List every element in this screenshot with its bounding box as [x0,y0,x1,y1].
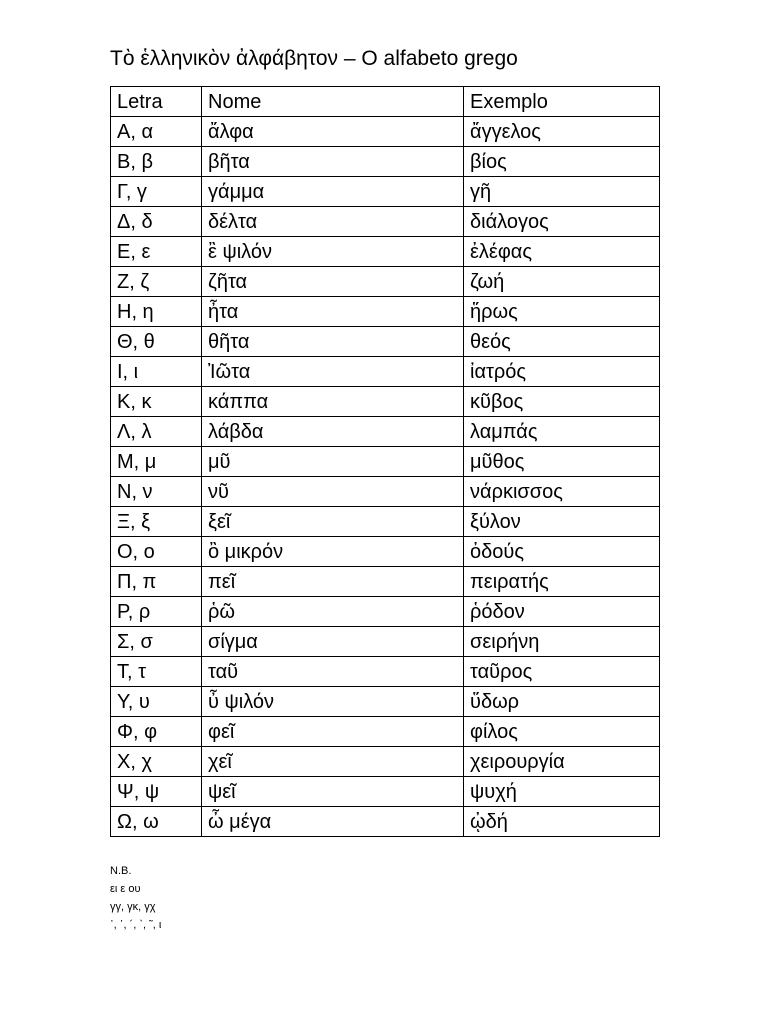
page-title: Τὸ ἑλληνικὸν ἀλφάβητον – O alfabeto grego [110,47,518,70]
example-cell: ψυχή [464,777,660,807]
table-row [111,387,660,417]
letter-cell: Π, π [111,567,202,597]
name-cell: ἄλφα [202,117,464,147]
example-cell: ὀδούς [464,537,660,567]
letter-cell: Θ, θ [111,327,202,357]
table-row [111,507,660,537]
table-row [111,177,660,207]
table-row [111,297,660,327]
note-line-gamma-combinations: γγ, γκ, γχ [110,901,156,913]
letter-cell: Ζ, ζ [111,267,202,297]
table-row [111,447,660,477]
example-cell: γῆ [464,177,660,207]
table-row [111,417,660,447]
example-cell: σειρήνη [464,627,660,657]
letter-cell: Ο, ο [111,537,202,567]
name-cell: βῆτα [202,147,464,177]
example-cell: βίος [464,147,660,177]
notes-section [110,862,161,934]
table-row [111,267,660,297]
table-row [111,477,660,507]
table-row [111,777,660,807]
example-cell: ἥρως [464,297,660,327]
letter-cell: Ξ, ξ [111,507,202,537]
letter-cell: Φ, φ [111,717,202,747]
letter-cell: Ρ, ρ [111,597,202,627]
table-row [111,747,660,777]
letter-cell: Ι, ι [111,357,202,387]
example-cell: μῦθος [464,447,660,477]
example-cell: ῥόδον [464,597,660,627]
name-cell: χεῖ [202,747,464,777]
example-cell: φίλος [464,717,660,747]
name-cell: δέλτα [202,207,464,237]
letter-cell: Δ, δ [111,207,202,237]
table-row [111,597,660,627]
example-cell: ἄγγελος [464,117,660,147]
example-cell: ταῦρος [464,657,660,687]
name-cell: πεῖ [202,567,464,597]
example-cell: νάρκισσος [464,477,660,507]
name-cell: μῦ [202,447,464,477]
letter-cell: Ω, ω [111,807,202,837]
table-row [111,117,660,147]
name-cell: κάππα [202,387,464,417]
name-cell: ζῆτα [202,267,464,297]
name-cell: ῥῶ [202,597,464,627]
name-cell: ἦτα [202,297,464,327]
table-row [111,807,660,837]
example-cell: θεός [464,327,660,357]
example-cell: χειρουργία [464,747,660,777]
letter-cell: Ψ, ψ [111,777,202,807]
example-cell: ᾠδή [464,807,660,837]
column-header-letra: Letra [111,87,202,117]
name-cell: ὖ ψιλόν [202,687,464,717]
table-row [111,537,660,567]
name-cell: γάμμα [202,177,464,207]
letter-cell: Η, η [111,297,202,327]
example-cell: διάλογος [464,207,660,237]
example-cell: πειρατής [464,567,660,597]
note-line-diacritics: ᾿, ῾, ´, `, ῀, ι [110,919,162,931]
name-cell: λάβδα [202,417,464,447]
table-row [111,567,660,597]
letter-cell: Β, β [111,147,202,177]
name-cell: φεῖ [202,717,464,747]
table-row [111,717,660,747]
name-cell: ξεῖ [202,507,464,537]
example-cell: ὕδωρ [464,687,660,717]
table-row [111,147,660,177]
table-row [111,657,660,687]
alphabet-table [110,86,660,837]
name-cell: θῆτα [202,327,464,357]
letter-cell: Λ, λ [111,417,202,447]
letter-cell: Ε, ε [111,237,202,267]
letter-cell: Μ, μ [111,447,202,477]
table-row [111,357,660,387]
example-cell: ἰατρός [464,357,660,387]
name-cell: ὂ μικρόν [202,537,464,567]
letter-cell: Α, α [111,117,202,147]
name-cell: ὦ μέγα [202,807,464,837]
example-cell: ἐλέφας [464,237,660,267]
letter-cell: Χ, χ [111,747,202,777]
letter-cell: Ν, ν [111,477,202,507]
name-cell: σίγμα [202,627,464,657]
name-cell: νῦ [202,477,464,507]
table-row [111,687,660,717]
letter-cell: Υ, υ [111,687,202,717]
table-row [111,627,660,657]
example-cell: κῦβος [464,387,660,417]
name-cell: ταῦ [202,657,464,687]
name-cell: ψεῖ [202,777,464,807]
table-row [111,237,660,267]
note-line-diphthongs: ει ε ου [110,883,141,895]
letter-cell: Γ, γ [111,177,202,207]
letter-cell: Κ, κ [111,387,202,417]
column-header-nome: Nome [202,87,464,117]
note-heading: N.B. [110,865,132,877]
table-header-row [111,87,660,117]
table-row [111,327,660,357]
name-cell: ἒ ψιλόν [202,237,464,267]
example-cell: ξύλον [464,507,660,537]
column-header-exemplo: Exemplo [464,87,660,117]
table-row [111,207,660,237]
example-cell: λαμπάς [464,417,660,447]
example-cell: ζωή [464,267,660,297]
letter-cell: Σ, σ [111,627,202,657]
name-cell: Ἰῶτα [202,357,464,387]
letter-cell: Τ, τ [111,657,202,687]
